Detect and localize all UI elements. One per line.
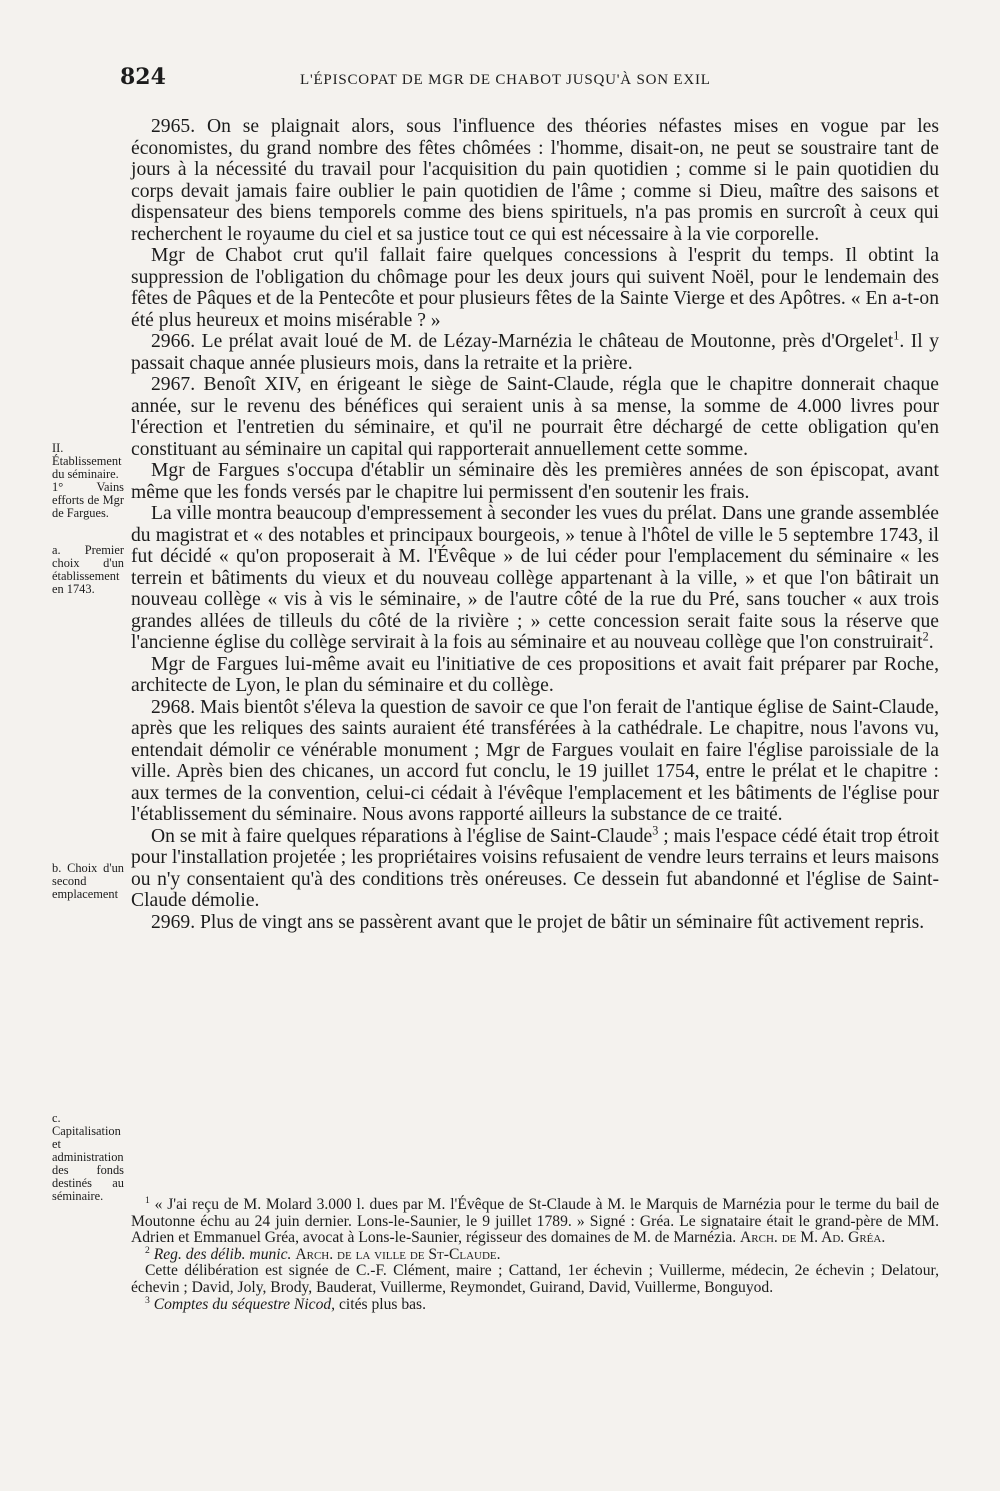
- footnotes: [131, 1194, 939, 1313]
- footnote-source-title: Reg. des délib. munic.: [153, 1245, 292, 1263]
- margin-note: b. Choix d'un second emplacement: [52, 861, 124, 901]
- footnote-2-continued: Cette délibération est signée de C.-F. Clément, maire ; Cattand, 1er échevin ; Vuillerme, médecin, 2e échevin ; Delatour, échevin ; David, Joly, Brody, Bauderat, Vuillerme, Reymondet, Guirand, David, Vuillerme, Bonguyod.: [131, 1262, 939, 1296]
- page-number: 824: [120, 64, 166, 90]
- footnote-number: 1: [145, 1194, 150, 1206]
- paragraph-2968: 2968. Mais bientôt s'éleva la question de savoir ce que l'on ferait de l'antique église de Saint-Claude, après que les reliques des saints auraient été transférées à la cathédrale. Le chapitre, nous l'avons vu, entendait démolir ce vénérable monument ; Mgr de Fargues voulait en faire l'église paroissiale de la ville. Après bien des chicanes, un accord fut conclu, le 19 juillet 1754, entre le prélat et le chapitre : aux termes de la convention, celui-ci cédait à l'évêque l'emplacement et les bâtiments de l'église pour l'établissement du séminaire. Nous avons rapporté ailleurs la substance de ce traité.: [131, 696, 939, 825]
- paragraph-text: ; mais l'espace cédé était trop étroit pour l'installation projetée ; les propriétaires voisins refusaient de vendre leurs terrains et leurs maisons ou n'y consentaient qu'à des conditions très onéreuses. Ce dessein fut abandonné et l'église de Saint-Claude démolie.: [131, 825, 940, 911]
- paragraph-text: On se mit à faire quelques réparations à l'église de Saint-Claude: [151, 825, 653, 847]
- footnote-text: « J'ai reçu de M. Molard 3.000 l. dues par M. l'Évêque de St-Claude à M. le Marquis de Marnézia pour le terme du bail de Moutonne échu au 24 juin dernier. Lons-le-Saunier, le 9 juillet 1789. » Signé : Gréa. Le signataire était le grand-père de MM. Adrien et Emmanuel Gréa, avocat à Lons-le-Saunier, régisseur des domaines de M. de Marnézia.: [131, 1196, 939, 1247]
- running-title: L'ÉPISCOPAT DE MGR DE CHABOT JUSQU'À SON EXIL: [300, 72, 711, 88]
- paragraph-2969: 2969. Plus de vingt ans se passèrent avant que le projet de bâtir un séminaire fût activement repris.: [151, 911, 925, 933]
- margin-note: II. Établissement du séminaire.: [52, 441, 122, 481]
- footnote-1: [131, 1194, 939, 1247]
- paragraph-text: .: [928, 632, 934, 653]
- footnote-ref: 1: [893, 328, 900, 343]
- page-header: [120, 64, 940, 90]
- footnote-text: cités plus bas.: [335, 1295, 427, 1313]
- paragraph-2967: 2967. Benoît XIV, en érigeant le siège de Saint-Claude, régla que le chapitre donnerait chaque année, sur le revenu des bénéfices qui seraient unis à sa mense, la somme de 4.000 livres pour l'érection et l'entretien du séminaire, et qu'il ne pourrait être déchargé de cette obligation qu'en constituant au séminaire un capital qui rapporterait annuellement cette somme.: [131, 374, 939, 460]
- margin-note: 1° Vains efforts de Mgr de Fargues.: [52, 480, 124, 520]
- paragraph: Mgr de Fargues lui-même avait eu l'initiative de ces propositions et avait fait préparer par Roche, architecte de Lyon, le plan du séminaire et du collège.: [131, 653, 939, 696]
- margin-note: a. Premier choix d'un établissement en 1743.: [52, 543, 124, 596]
- paragraph-text: La ville montra beaucoup d'empressement à seconder les vues du prélat. Dans une grande assemblée du magistrat et « des notables et principaux bourgeois, » tenue à l'hôtel de ville le 5 septembre 1743, il fut décidé « qu'on proposerait à M. l'Évêque » de lui céder pour l'emplacement du séminaire « les terrein et bâtiments du vieux et du nouveau collège appartenant à la ville, » et que l'on bâtirait un nouveau collège « vis à vis le séminaire, » de l'autre côté de la rue du Pré, sans toucher « aux trois grandes allées de tilleuls du côté de la rivière ; » cette concession serait faite sous la réserve que l'ancienne église du collège servirait à la fois au séminaire et au nouveau collège que l'on construirait: [131, 503, 939, 653]
- paragraph: [131, 503, 939, 654]
- paragraph: [131, 822, 940, 912]
- footnote-3: [131, 1294, 939, 1314]
- footnote-number: 2: [145, 1244, 150, 1256]
- paragraph-2966: [131, 328, 939, 374]
- footnote-ref: 2: [922, 629, 929, 644]
- footnote-source: Arch. de la ville de St-Claude.: [295, 1245, 501, 1263]
- paragraph-2965: 2965. On se plaignait alors, sous l'influence des théories néfastes mises en vogue par les économistes, du grand nombre des fêtes chômées : l'homme, disait-on, ne peut se soustraire tant de jours à la nécessité du travail pour l'acquisition du pain quotidien ; comme si le pain quotidien du corps devait jamais faire oublier le pain quotidien de l'âme ; comme si Dieu, maître des saisons et dispensateur des biens temporels comme des biens spirituels, n'a pas promis en surcroît à ceux qui recherchent le royaume du ciel et sa justice tout ce qui est nécessaire à la vie corporelle.: [131, 116, 939, 245]
- paragraph: Mgr de Fargues s'occupa d'établir un séminaire dès les premières années de son épiscopat, avant même que les fonds versés par le chapitre lui permissent d'en soutenir les frais.: [131, 460, 939, 503]
- footnote-ref: 3: [652, 822, 659, 837]
- paragraph: Mgr de Chabot crut qu'il fallait faire quelques concessions à l'esprit du temps. Il obtint la suppression de l'obligation du chômage pour les deux jours qui suivent Noël, pour le lendemain des fêtes de Pâques et de la Pentecôte et pour plusieurs fêtes de la Sainte Vierge et des Apôtres. « En a-t-on été plus heureux et moins misérable ? »: [131, 245, 939, 331]
- paragraph-text: . Il y passait chaque année plusieurs mois, dans la retraite et la prière.: [131, 331, 939, 374]
- margin-note: c. Capitalisation et administration des fonds destinés au séminaire.: [52, 1111, 124, 1203]
- footnote-source-title: Comptes du séquestre Nicod,: [153, 1295, 336, 1313]
- footnote-number: 3: [145, 1294, 150, 1306]
- main-text: [131, 116, 939, 933]
- footnote-source: Arch. de M. Ad. Gréa.: [740, 1229, 886, 1247]
- paragraph-text: 2966. Le prélat avait loué de M. de Lézay-Marnézia le château de Moutonne, près d'Orgelet: [151, 331, 894, 352]
- footnote-2: [131, 1244, 939, 1264]
